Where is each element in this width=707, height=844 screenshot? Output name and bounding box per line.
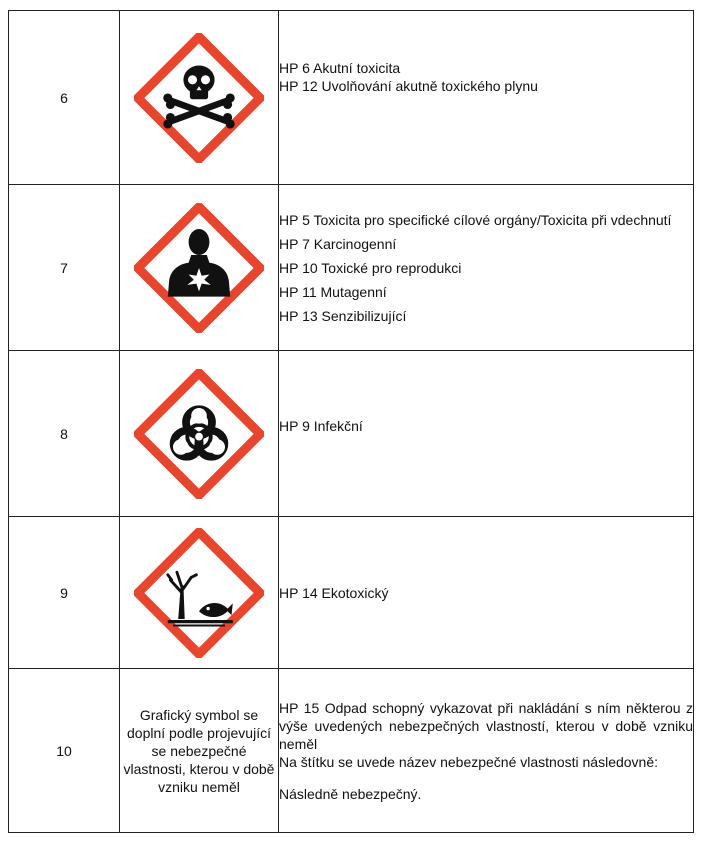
row-number: 10 <box>9 669 120 833</box>
table-row <box>9 11 694 185</box>
table-row <box>9 669 694 833</box>
table-row <box>9 517 694 669</box>
pictogram-cell <box>120 351 279 517</box>
hazard-description <box>279 11 694 185</box>
hazard-line: Na štítku se uvede název nebezpečné vlastnosti následovně: <box>279 753 659 770</box>
biohazard-icon <box>134 369 264 499</box>
hazard-line: HP 11 Mutagenní <box>279 283 387 300</box>
hazard-description <box>279 669 694 833</box>
hazard-line: HP 6 Akutní toxicita <box>279 60 401 76</box>
pictogram-cell <box>120 185 279 351</box>
row-number: 9 <box>9 517 120 669</box>
hazard-description <box>279 185 694 351</box>
pictogram-cell <box>120 517 279 669</box>
table-row <box>9 185 694 351</box>
row-number: 8 <box>9 351 120 517</box>
skull-crossbones-icon <box>134 33 264 163</box>
hazard-table <box>8 10 694 833</box>
hazard-line: HP 5 Toxicita pro specifické cílové orgány/Toxicita při vdechnutí <box>279 211 672 228</box>
symbol-note: Grafický symbol se doplní podle projevující se nebezpečné vlastnosti, kterou v době vzniku neměl <box>120 669 279 833</box>
hazard-description <box>279 351 694 517</box>
hazard-line: Následně nebezpečný. <box>279 785 422 802</box>
hazard-description <box>279 517 694 669</box>
row-number: 6 <box>9 11 120 185</box>
hazard-line: HP 9 Infekční <box>279 418 363 434</box>
hazard-line: HP 12 Uvolňování akutně toxického plynu <box>279 78 538 94</box>
health-hazard-icon <box>134 203 264 333</box>
pictogram-cell <box>120 11 279 185</box>
hazard-line: HP 7 Karcinogenní <box>279 235 397 252</box>
row-number: 7 <box>9 185 120 351</box>
hazard-line: HP 10 Toxické pro reprodukci <box>279 259 462 276</box>
environment-icon <box>134 528 264 658</box>
hazard-line: HP 14 Ekotoxický <box>279 584 389 601</box>
hazard-line: HP 13 Senzibilizující <box>279 307 407 324</box>
hazard-line: HP 15 Odpad schopný vykazovat při nakládání s ním některou z výše uvedených nebezpečných vlastností, kterou v době vzniku neměl <box>279 699 693 752</box>
table-row <box>9 351 694 517</box>
